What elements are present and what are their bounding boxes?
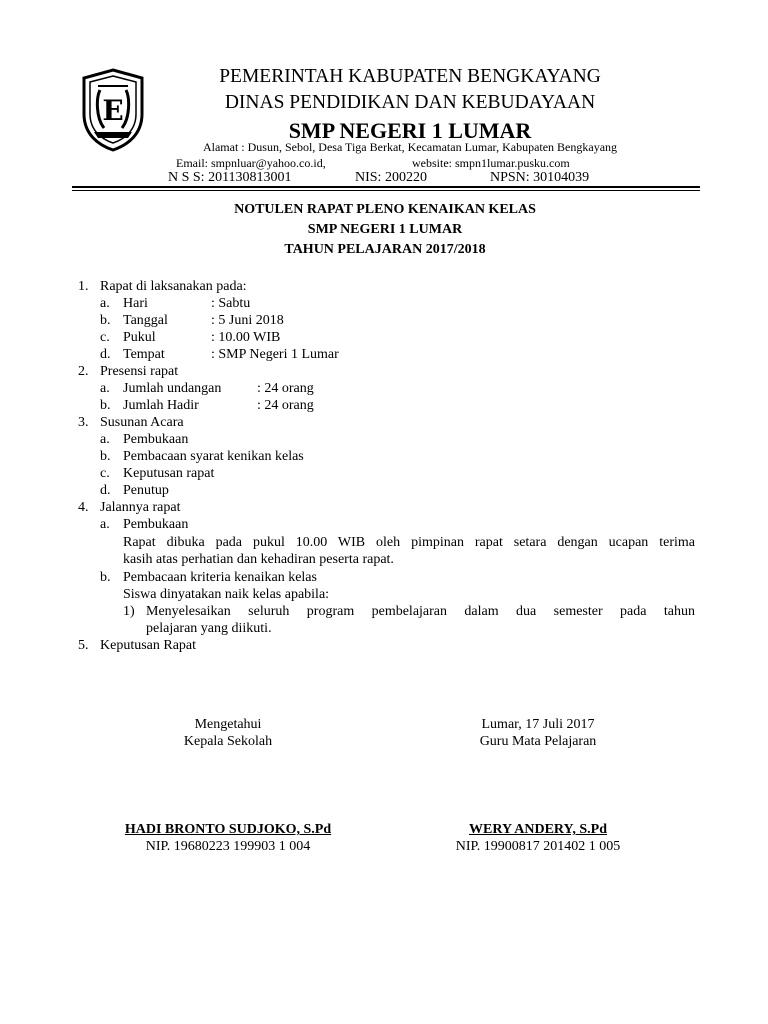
item-1b-value: : 5 Juni 2018 — [211, 313, 284, 328]
letterhead-school-name: SMP NEGERI 1 LUMAR — [288, 118, 532, 143]
signature-left-acknowledged: Mengetahui — [194, 717, 262, 732]
item-3a-text: Pembukaan — [123, 432, 189, 447]
item-4b-criterion-line1: Menyelesaikan seluruh program pembelajaran dalam dua semester pada tahun — [146, 604, 695, 619]
item-2a-value: : 24 orang — [257, 381, 314, 396]
document-subtitle-school: SMP NEGERI 1 LUMAR — [307, 222, 463, 237]
item-2a-key: Jumlah undangan — [123, 381, 222, 396]
item-4a-paragraph-line2: kasih atas perhatian dan kehadiran peserta rapat. — [123, 552, 394, 567]
item-2b-key: Jumlah Hadir — [123, 398, 199, 413]
item-1d-letter: d. — [100, 347, 111, 362]
section-4-label: Jalannya rapat — [100, 500, 181, 515]
section-3-number: 3. — [78, 415, 89, 430]
signature-right-place-date: Lumar, 17 Juli 2017 — [481, 717, 595, 732]
item-3c-text: Keputusan rapat — [123, 466, 215, 481]
letterhead-website: website: smpn1lumar.pusku.com — [412, 156, 570, 170]
svg-text:E: E — [102, 94, 124, 127]
signature-left-nip: NIP. 19680223 199903 1 004 — [145, 839, 311, 854]
item-3d-letter: d. — [100, 483, 111, 498]
signature-right-nip: NIP. 19900817 201402 1 005 — [455, 839, 621, 854]
signature-left-name: HADI BRONTO SUDJOKO, S.Pd — [124, 822, 332, 837]
item-4b-letter: b. — [100, 570, 111, 585]
signature-right-name: WERY ANDERY, S.Pd — [468, 822, 607, 837]
item-2b-value: : 24 orang — [257, 398, 314, 413]
letterhead-email: Email: smpnluar@yahoo.co.id, — [176, 156, 326, 170]
item-4b-criterion-line2: pelajaran yang diikuti. — [146, 621, 272, 636]
item-4a-letter: a. — [100, 517, 110, 532]
item-1d-key: Tempat — [123, 347, 165, 362]
document-title: NOTULEN RAPAT PLENO KENAIKAN KELAS — [234, 202, 536, 217]
item-1c-value: : 10.00 WIB — [211, 330, 281, 345]
item-1c-key: Pukul — [123, 330, 156, 345]
signature-left-role: Kepala Sekolah — [183, 734, 273, 749]
item-2b-letter: b. — [100, 398, 111, 413]
letterhead-department: DINAS PENDIDIKAN DAN KEBUDAYAAN — [224, 92, 596, 113]
item-4b-criterion-number: 1) — [123, 604, 135, 619]
item-1a-value: : Sabtu — [211, 296, 251, 311]
item-2a-letter: a. — [100, 381, 110, 396]
item-1c-letter: c. — [100, 330, 110, 345]
section-4-number: 4. — [78, 500, 89, 515]
section-2-label: Presensi rapat — [100, 364, 179, 379]
letterhead-nis: NIS: 200220 — [355, 170, 427, 185]
letterhead-npsn: NPSN: 30104039 — [490, 170, 590, 185]
signature-right-role: Guru Mata Pelajaran — [479, 734, 597, 749]
item-1b-letter: b. — [100, 313, 111, 328]
item-4a-text: Pembukaan — [123, 517, 189, 532]
section-1-number: 1. — [78, 279, 89, 294]
item-1a-key: Hari — [123, 296, 148, 311]
item-3b-letter: b. — [100, 449, 111, 464]
section-5-number: 5. — [78, 638, 89, 653]
document-subtitle-year: TAHUN PELAJARAN 2017/2018 — [284, 242, 486, 257]
letterhead-government: PEMERINTAH KABUPATEN BENGKAYANG — [219, 66, 601, 87]
item-3c-letter: c. — [100, 466, 110, 481]
item-1b-key: Tanggal — [123, 313, 168, 328]
letterhead-divider-thin — [72, 190, 700, 191]
letterhead-address: Alamat : Dusun, Sebol, Desa Tiga Berkat, Kecamatan Lumar, Kabupaten Bengkayang — [202, 140, 618, 154]
section-3-label: Susunan Acara — [100, 415, 184, 430]
item-4a-paragraph-line1: Rapat dibuka pada pukul 10.00 WIB oleh pimpinan rapat setara dengan ucapan terima — [123, 535, 695, 550]
section-1-label: Rapat di laksanakan pada: — [100, 279, 247, 294]
item-4b-intro: Siswa dinyatakan naik kelas apabila: — [123, 587, 330, 602]
letterhead-divider-thick — [72, 186, 700, 188]
item-4b-text: Pembacaan kriteria kenaikan kelas — [123, 570, 317, 585]
item-1d-value: : SMP Negeri 1 Lumar — [211, 347, 339, 362]
item-3a-letter: a. — [100, 432, 110, 447]
item-3b-text: Pembacaan syarat kenikan kelas — [123, 449, 304, 464]
item-1a-letter: a. — [100, 296, 110, 311]
letterhead-nss: N S S: 201130813001 — [168, 170, 292, 185]
section-5-label: Keputusan Rapat — [100, 638, 197, 653]
section-2-number: 2. — [78, 364, 89, 379]
item-3d-text: Penutup — [123, 483, 169, 498]
